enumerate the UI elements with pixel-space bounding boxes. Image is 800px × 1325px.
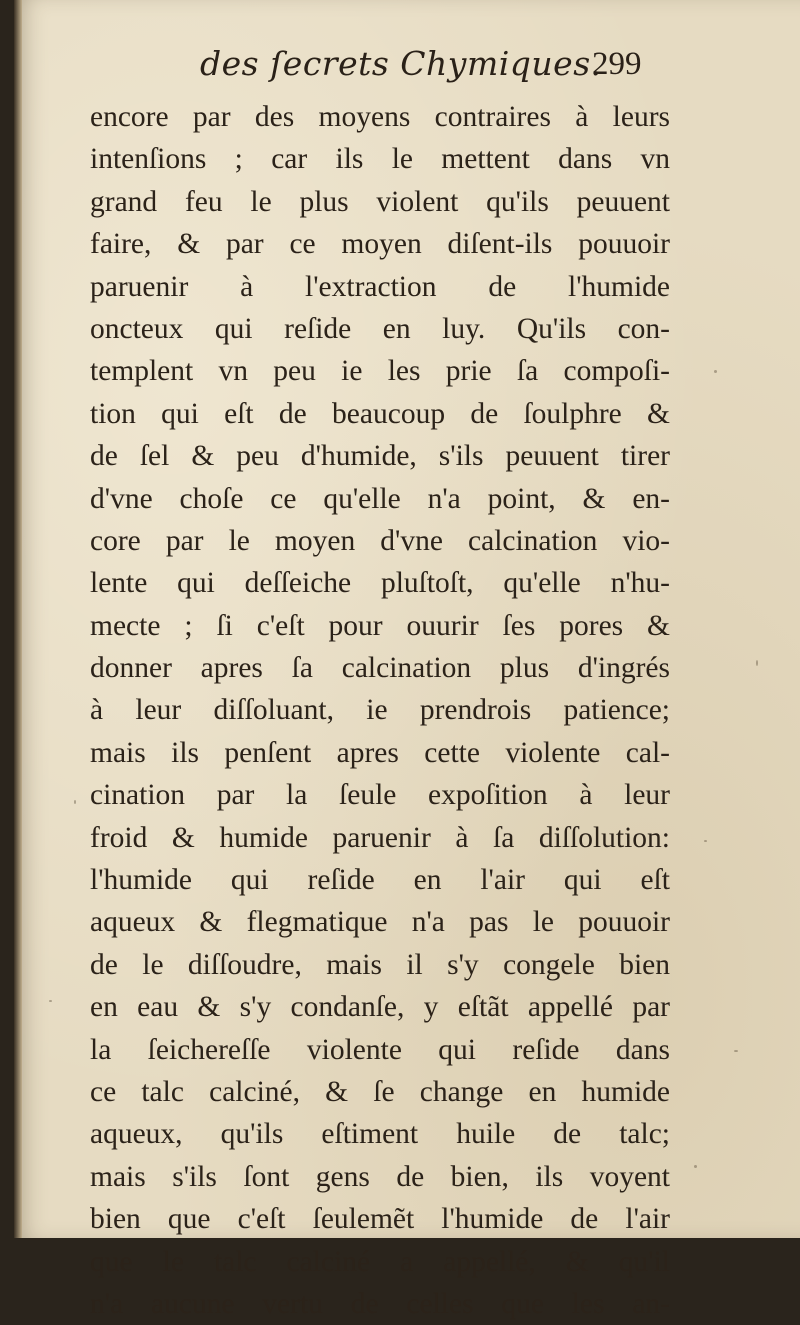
text-line: froid & humide paruenir à ſa diſſolution:	[90, 821, 670, 854]
body-text	[90, 96, 670, 1325]
text-line: paruenir à l'extraction de l'humide	[90, 270, 670, 303]
book-spine-shadow	[14, 0, 22, 1238]
text-line: grand feu le plus violent qu'ils peuuent	[90, 185, 670, 218]
text-line: lente qui deſſeiche pluſtoſt, qu'elle n'hu-	[90, 567, 670, 600]
running-head	[14, 44, 800, 94]
text-line: de ſel & peu d'humide, s'ils peuuent tirer	[90, 440, 670, 473]
text-line: templent vn peu ie les prie ſa compoſi-	[90, 355, 670, 388]
text-line: core par le moyen d'vne calcination vio-	[90, 524, 670, 557]
text-line: en eau & s'y condanſe, y eſtãt appellé par	[90, 991, 670, 1024]
text-line: d'vne choſe ce qu'elle n'a point, & en-	[90, 482, 670, 515]
running-head-title: des ſecrets Chymiques.	[200, 44, 602, 83]
text-line: ce talc calciné, & ſe change en humide	[90, 1075, 670, 1108]
page-number: 299	[592, 46, 642, 82]
text-line: n'a aucune vertu de celles que les an-	[90, 1287, 670, 1320]
text-line: mais s'ils ſont gens de bien, ils voyent	[90, 1160, 670, 1193]
text-line: oncteux qui reſide en luy. Qu'ils con-	[90, 312, 670, 345]
text-line: l'humide qui reſide en l'air qui eſt	[90, 864, 670, 897]
text-line: tion qui eſt de beaucoup de ſoulphre &	[90, 397, 670, 430]
text-line: que le talc calciné a appellé, & qu'il	[90, 1245, 670, 1278]
text-line: bien que c'eſt ſeulemẽt l'humide de l'air	[90, 1203, 670, 1236]
text-line: encore par des moyens contraires à leurs	[90, 101, 670, 133]
text-line: mecte ; ſi c'eſt pour ouurir ſes pores &	[90, 609, 670, 642]
text-line: cination par la ſeule expoſition à leur	[90, 779, 670, 812]
text-line: de le diſſoudre, mais il s'y congele bien	[90, 948, 670, 981]
text-line: mais ils penſent apres cette violente cal-	[90, 736, 670, 769]
text-line: intenſions ; car ils le mettent dans vn	[90, 143, 670, 176]
text-line: à leur diſſoluant, ie prendrois patience;	[90, 694, 670, 727]
book-page	[14, 0, 800, 1320]
text-line: aqueux & flegmatique n'a pas le pouuoir	[90, 906, 670, 939]
text-line: faire, & par ce moyen diſent-ils pouuoir	[90, 228, 670, 261]
text-line: donner apres ſa calcination plus d'ingrés	[90, 652, 670, 685]
text-line: la ſeicherеſſe violente qui reſide dans	[90, 1033, 670, 1066]
text-line: aqueux, qu'ils eſtiment huile de talc;	[90, 1118, 670, 1151]
